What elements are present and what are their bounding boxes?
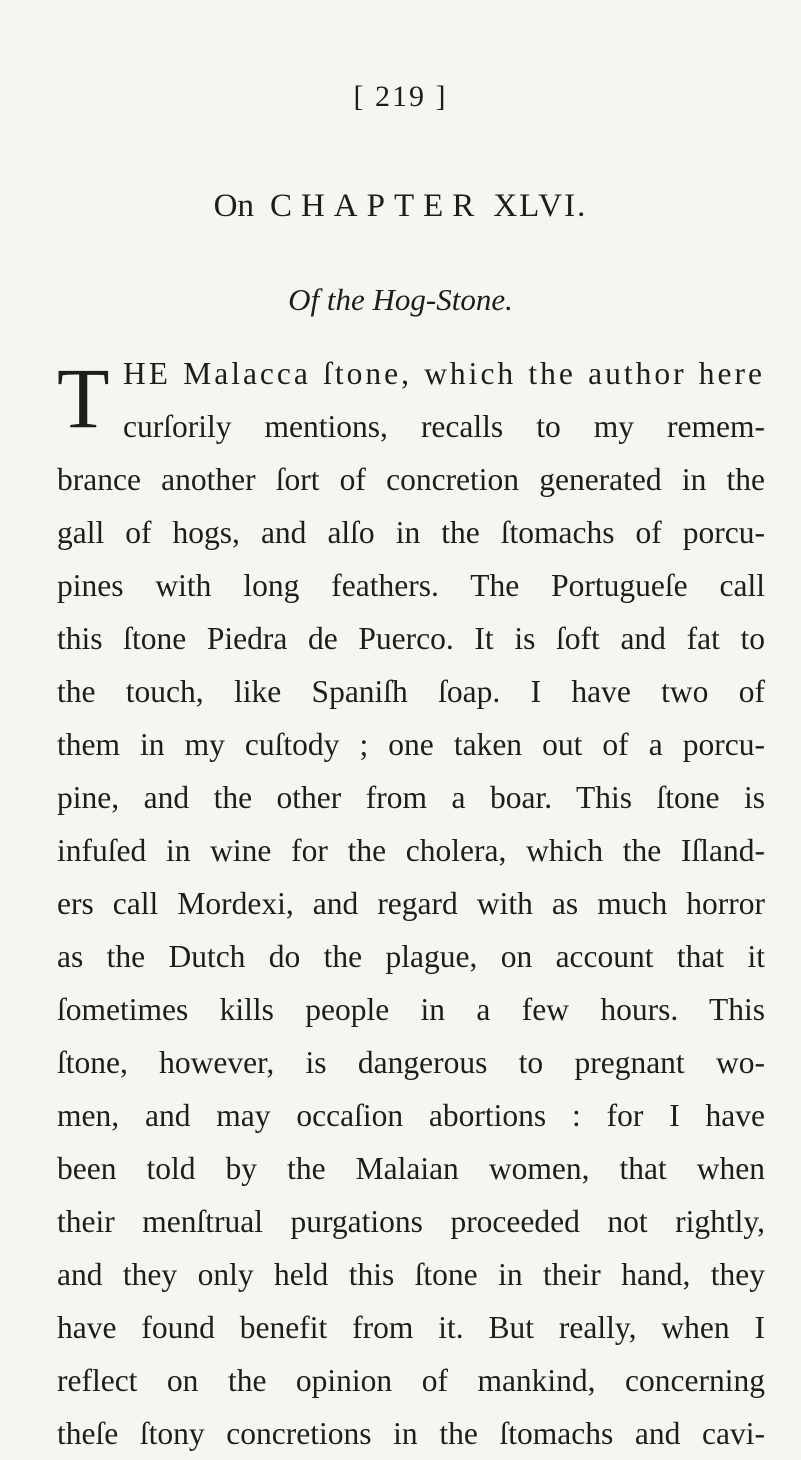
- text-line: have found benefit from it. But really, when I: [57, 1310, 765, 1345]
- text-line: pine, and the other from a boar. This ſtone is: [57, 780, 765, 815]
- body-text: [57, 347, 765, 1460]
- chapter-number: XLVI.: [493, 188, 588, 224]
- text-line: gall of hogs, and alſo in the ſtomachs of porcu-: [57, 515, 765, 550]
- drop-cap: T: [57, 350, 110, 446]
- text-line: and they only held this ſtone in their hand, they: [57, 1257, 765, 1292]
- text-line: curſorily mentions, recalls to my remem-: [123, 409, 765, 444]
- text-line: HE Malacca ſtone, which the author here: [123, 356, 765, 391]
- chapter-subtitle: Of the Hog-Stone.: [288, 282, 513, 317]
- text-line: as the Dutch do the plague, on account that it: [57, 939, 765, 974]
- text-line: infuſed in wine for the cholera, which the Iſland-: [57, 833, 765, 868]
- text-line: them in my cuſtody ; one taken out of a porcu-: [57, 727, 765, 762]
- chapter-prefix: On: [213, 188, 254, 224]
- text-line: pines with long feathers. The Portugueſe call: [57, 568, 765, 603]
- text-line: brance another ſort of concretion generated in the: [57, 462, 765, 497]
- text-line: ſtone, however, is dangerous to pregnant wo-: [57, 1045, 765, 1080]
- text-line: men, and may occaſion abortions : for I have: [57, 1098, 765, 1133]
- text-line: this ſtone Piedra de Puerco. It is ſoft and fat to: [57, 621, 765, 656]
- text-line: ers call Mordexi, and regard with as much horror: [57, 886, 765, 921]
- text-line: theſe ſtony concretions in the ſtomachs and cavi-: [57, 1416, 765, 1451]
- text-line: ſometimes kills people in a few hours. This: [57, 992, 765, 1027]
- text-line: been told by the Malaian women, that when: [57, 1151, 765, 1186]
- page-number: [ 219 ]: [353, 80, 448, 113]
- text-line: reflect on the opinion of mankind, concerning: [57, 1363, 765, 1398]
- chapter-word: CHAPTER: [269, 188, 484, 224]
- chapter-heading: [0, 188, 801, 225]
- text-line: their menſtrual purgations proceeded not rightly,: [57, 1204, 765, 1239]
- text-line: the touch, like Spaniſh ſoap. I have two of: [57, 674, 765, 709]
